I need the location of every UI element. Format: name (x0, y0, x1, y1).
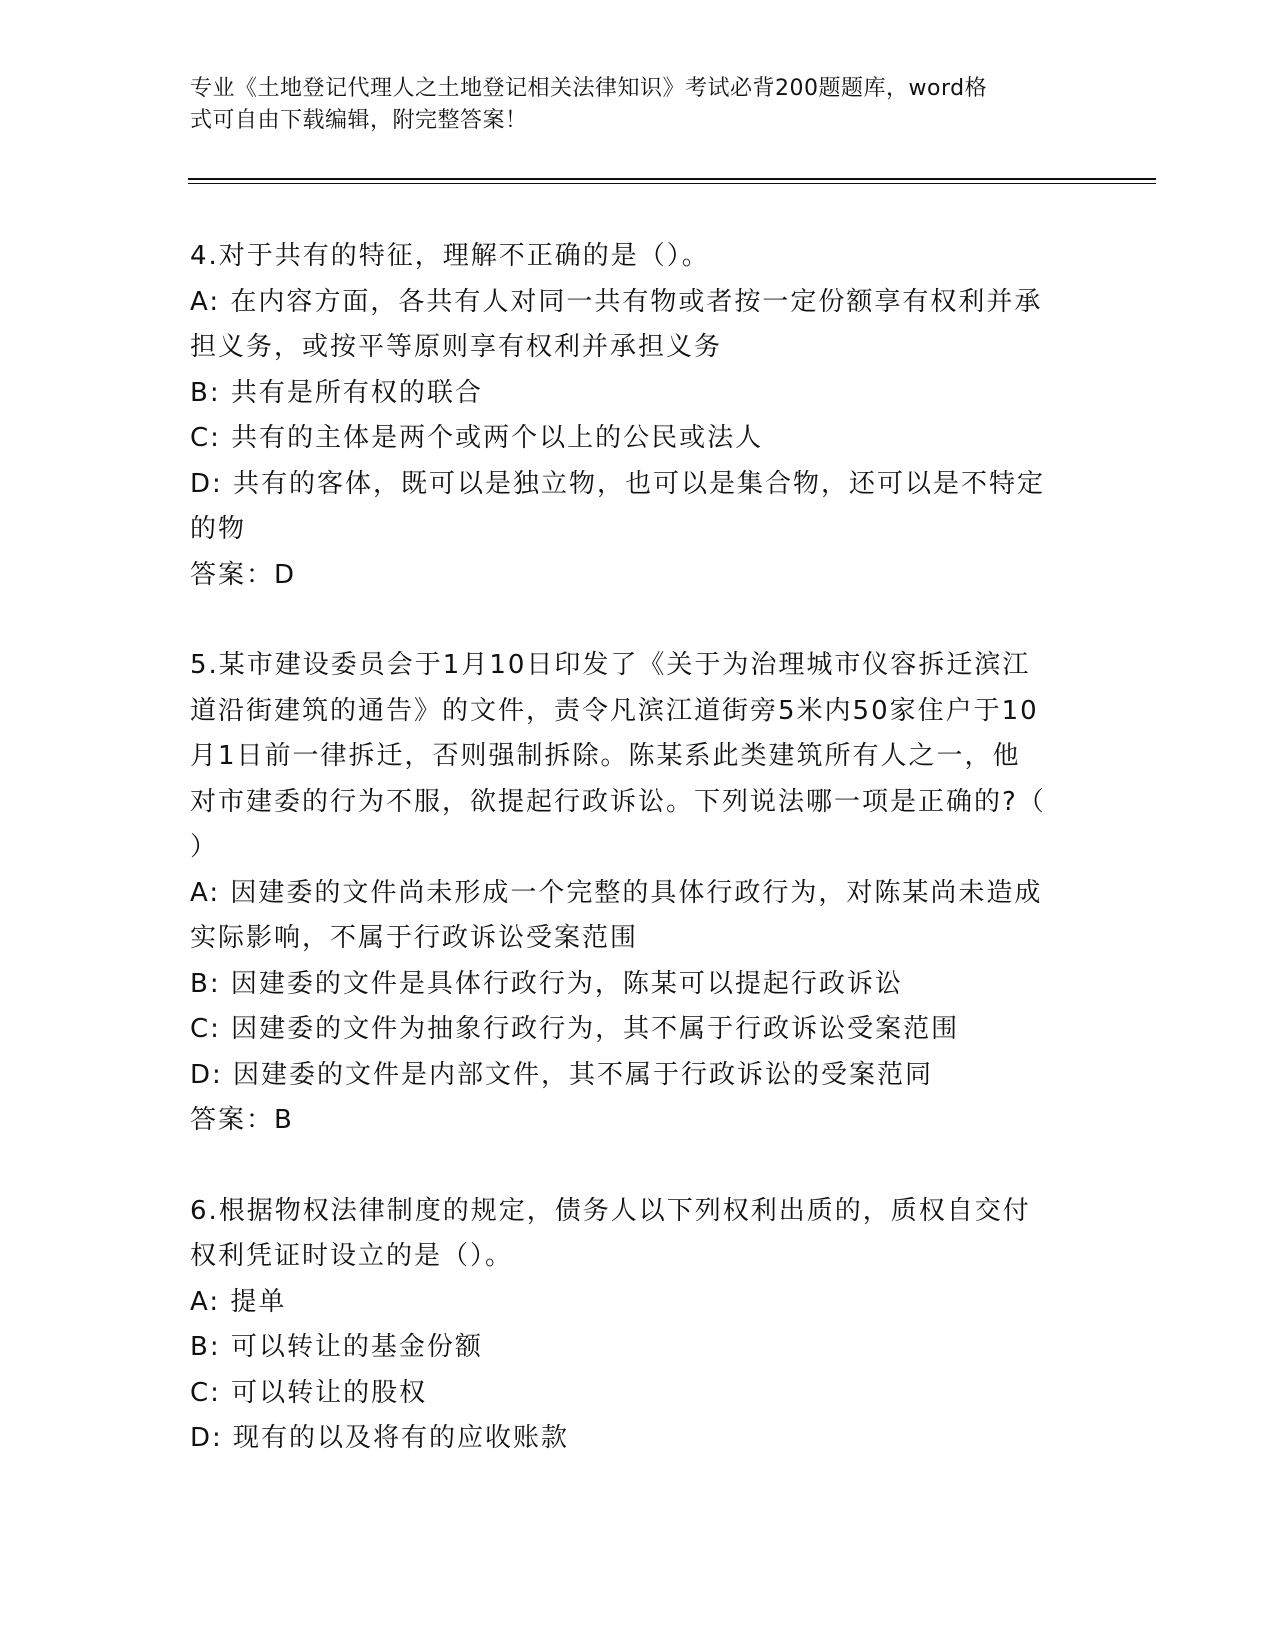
option-d: D: 因建委的文件是内部文件，其不属于行政诉讼的受案范同 (190, 1059, 934, 1090)
answer: 答案：D (190, 559, 297, 590)
header-line-2: 式可自由下载编辑，附完整答案！ (190, 108, 528, 133)
question-4 (190, 234, 1095, 598)
question-stem-continued: 道沿街建筑的通告》的文件，责令凡滨江道街旁5米内50家住户于10 (190, 695, 1039, 726)
option-c: C: 因建委的文件为抽象行政行为，其不属于行政诉讼受案范围 (190, 1014, 960, 1044)
document-header (190, 73, 1070, 137)
option-a-continued: 实际影响，不属于行政诉讼受案范围 (190, 923, 639, 953)
question-stem-continued: 权利凭证时设立的是（）。 (190, 1241, 514, 1271)
question-stem-continued: 对市建委的行为不服，欲提起行政诉讼。下列说法哪一项是正确的?（ (190, 786, 1046, 817)
answer: 答案：B (190, 1105, 294, 1135)
option-b: B: 因建委的文件是具体行政行为，陈某可以提起行政诉讼 (190, 968, 903, 999)
option-d: D: 共有的客体，既可以是独立物，也可以是集合物，还可以是不特定 (190, 468, 1046, 499)
option-d: D: 现有的以及将有的应收账款 (190, 1423, 570, 1453)
option-a: A: 因建委的文件尚未形成一个完整的具体行政行为，对陈某尚未造成 (190, 877, 1043, 908)
question-stem-continued: ） (190, 832, 219, 862)
header-divider-thin (188, 183, 1156, 184)
spacer (190, 598, 1095, 643)
option-b: B: 共有是所有权的联合 (190, 377, 483, 408)
spacer (190, 1144, 1095, 1189)
question-stem: 5.某市建设委员会于1月10日印发了《关于为治理城市仪容拆迁滨江 (190, 650, 1031, 680)
question-5 (190, 643, 1095, 1144)
question-list (190, 234, 1095, 1462)
question-stem: 4.对于共有的特征，理解不正确的是（）。 (190, 241, 710, 271)
option-a: A: 在内容方面，各共有人对同一共有物或者按一定份额享有权利并承 (190, 286, 1043, 317)
question-6 (190, 1189, 1095, 1462)
option-c: C: 共有的主体是两个或两个以上的公民或法人 (190, 423, 764, 453)
option-b: B: 可以转让的基金份额 (190, 1332, 483, 1362)
header-divider-thick (188, 178, 1156, 180)
header-line-1: 专业《土地登记代理人之土地登记相关法律知识》考试必背200题题库，word格 (190, 76, 988, 101)
option-d-continued: 的物 (190, 514, 247, 544)
question-stem: 6.根据物权法律制度的规定，债务人以下列权利出质的，质权自交付 (190, 1195, 1031, 1226)
question-stem-continued: 月1日前一律拆迁，否则强制拆除。陈某系此类建筑所有人之一，他 (190, 741, 1021, 771)
option-c: C: 可以转让的股权 (190, 1377, 428, 1408)
option-a-continued: 担义务，或按平等原则享有权利并承担义务 (190, 332, 723, 362)
option-a: A: 提单 (190, 1286, 287, 1317)
